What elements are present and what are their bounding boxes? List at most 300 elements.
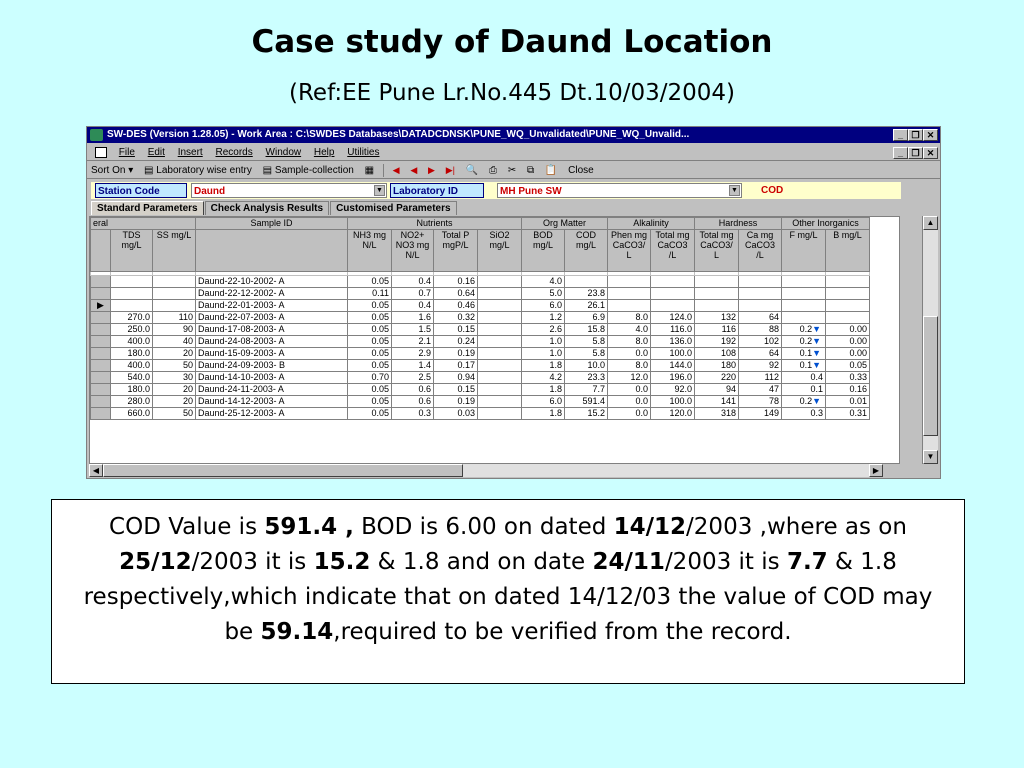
cell-f[interactable] xyxy=(782,324,826,336)
row-selector[interactable] xyxy=(91,360,111,372)
cell-id[interactable] xyxy=(196,396,348,408)
column-header[interactable]: SS mg/L xyxy=(153,230,196,272)
cell-nh3[interactable] xyxy=(348,408,392,420)
table-row[interactable] xyxy=(91,372,870,384)
cell-phen[interactable] xyxy=(608,324,651,336)
cell-ss[interactable] xyxy=(153,396,196,408)
cell-f[interactable] xyxy=(782,288,826,300)
cell-bod[interactable] xyxy=(522,348,565,360)
cell-value: 0.6 xyxy=(418,384,431,394)
doc-restore-button[interactable]: ❐ xyxy=(908,147,923,159)
cell-nh3[interactable] xyxy=(348,348,392,360)
cell-nh3[interactable] xyxy=(348,396,392,408)
cell-tds[interactable] xyxy=(111,360,153,372)
tab-check-analysis-results[interactable]: Check Analysis Results xyxy=(205,201,329,215)
cell-thard[interactable] xyxy=(695,372,739,384)
cell-tp[interactable] xyxy=(434,408,478,420)
cell-thard[interactable] xyxy=(695,384,739,396)
cell-tp[interactable] xyxy=(434,312,478,324)
menu-file[interactable]: File xyxy=(118,147,135,158)
cell-sio2[interactable] xyxy=(478,312,522,324)
cell-bod[interactable] xyxy=(522,396,565,408)
cell-tp[interactable] xyxy=(434,276,478,288)
cell-nh3[interactable] xyxy=(348,384,392,396)
cell-ca[interactable] xyxy=(739,300,782,312)
cell-no3[interactable] xyxy=(392,324,434,336)
cell-f[interactable] xyxy=(782,372,826,384)
cell-nh3[interactable] xyxy=(348,324,392,336)
last-record-icon[interactable]: ▶| xyxy=(445,165,456,175)
cell-phen[interactable] xyxy=(608,360,651,372)
cell-bod[interactable] xyxy=(522,360,565,372)
cell-thard[interactable] xyxy=(695,276,739,288)
cell-thard[interactable] xyxy=(695,336,739,348)
cell-thard[interactable] xyxy=(695,348,739,360)
cell-value: 0.1 xyxy=(799,348,813,358)
column-header[interactable]: COD mg/L xyxy=(565,230,608,272)
table-row[interactable] xyxy=(91,396,870,408)
cell-no3[interactable] xyxy=(392,396,434,408)
cell-bod[interactable] xyxy=(522,372,565,384)
cell-talk[interactable] xyxy=(651,276,695,288)
cell-value: 400.0 xyxy=(127,336,150,346)
cell-cod[interactable] xyxy=(565,360,608,372)
vertical-scrollbar[interactable] xyxy=(922,216,938,464)
cell-tds[interactable] xyxy=(111,288,153,300)
cell-b[interactable] xyxy=(826,312,870,324)
column-header[interactable]: F mg/L xyxy=(782,230,826,272)
cell-value: 30 xyxy=(182,372,193,382)
column-header[interactable]: Phen mg CaCO3/ L xyxy=(608,230,651,272)
cell-f[interactable] xyxy=(782,300,826,312)
cell-value: Daund-14-10-2003- A xyxy=(198,372,285,382)
cell-cod[interactable] xyxy=(565,396,608,408)
cell-ss[interactable] xyxy=(153,288,196,300)
column-header[interactable]: Total mg CaCO3/ L xyxy=(695,230,739,272)
cell-tds[interactable] xyxy=(111,312,153,324)
column-header[interactable]: Total mg CaCO3 /L xyxy=(651,230,695,272)
cell-id[interactable] xyxy=(196,276,348,288)
cell-f[interactable] xyxy=(782,408,826,420)
cell-cod[interactable] xyxy=(565,312,608,324)
cell-phen[interactable] xyxy=(608,408,651,420)
cell-value: 400.0 xyxy=(127,360,150,370)
lab-id-select[interactable] xyxy=(497,183,742,198)
cell-sio2[interactable] xyxy=(478,300,522,312)
cell-sio2[interactable] xyxy=(478,396,522,408)
cell-f[interactable] xyxy=(782,312,826,324)
cell-bod[interactable] xyxy=(522,276,565,288)
cell-value: 47 xyxy=(768,384,779,394)
cell-ss[interactable] xyxy=(153,336,196,348)
cell-value: 108 xyxy=(720,348,736,358)
station-code-select[interactable] xyxy=(191,183,387,198)
row-selector[interactable] xyxy=(91,312,111,324)
cell-ss[interactable] xyxy=(153,348,196,360)
column-header[interactable]: NO2+ NO3 mg N/L xyxy=(392,230,434,272)
cell-thard[interactable] xyxy=(695,324,739,336)
cell-value: 2.5 xyxy=(418,372,431,382)
cell-f[interactable] xyxy=(782,348,826,360)
horizontal-scrollbar[interactable] xyxy=(89,463,883,477)
cell-phen[interactable] xyxy=(608,396,651,408)
cell-id[interactable] xyxy=(196,324,348,336)
cell-bod[interactable] xyxy=(522,384,565,396)
cell-tp[interactable] xyxy=(434,372,478,384)
cell-b[interactable] xyxy=(826,324,870,336)
cell-value: Daund-22-01-2003- A xyxy=(198,300,285,310)
cell-value: 102 xyxy=(763,336,779,346)
table-row[interactable] xyxy=(91,360,870,372)
cell-phen[interactable] xyxy=(608,384,651,396)
cell-sio2[interactable] xyxy=(478,324,522,336)
menu-utilities[interactable]: Utilities xyxy=(347,147,380,158)
cell-phen[interactable] xyxy=(608,372,651,384)
row-selector[interactable] xyxy=(91,348,111,360)
row-selector[interactable]: ▶ xyxy=(91,300,111,312)
cell-ca[interactable] xyxy=(739,360,782,372)
cell-id[interactable] xyxy=(196,312,348,324)
row-selector[interactable] xyxy=(91,396,111,408)
menu-insert[interactable]: Insert xyxy=(177,147,203,158)
cell-value: 0.05 xyxy=(371,348,389,358)
cell-tds[interactable] xyxy=(111,276,153,288)
flag-down-icon: ▼ xyxy=(812,324,821,334)
cell-thard[interactable] xyxy=(695,408,739,420)
cell-id[interactable] xyxy=(196,372,348,384)
cell-cod[interactable] xyxy=(565,300,608,312)
flag-down-icon: ▼ xyxy=(812,396,821,406)
cell-tp[interactable] xyxy=(434,336,478,348)
cell-value: 90 xyxy=(182,324,193,334)
cell-sio2[interactable] xyxy=(478,276,522,288)
cell-cod[interactable] xyxy=(565,408,608,420)
cell-no3[interactable] xyxy=(392,348,434,360)
cell-b[interactable] xyxy=(826,408,870,420)
cell-cod[interactable] xyxy=(565,384,608,396)
cell-no3[interactable] xyxy=(392,312,434,324)
cell-nh3[interactable] xyxy=(348,336,392,348)
cell-value: 0.03 xyxy=(457,408,475,418)
minimize-button[interactable]: _ xyxy=(893,129,908,141)
cell-tp[interactable] xyxy=(434,288,478,300)
cell-talk[interactable] xyxy=(651,300,695,312)
note-emphasis: 15.2 xyxy=(313,549,371,575)
cell-no3[interactable] xyxy=(392,384,434,396)
cell-b[interactable] xyxy=(826,384,870,396)
cell-talk[interactable] xyxy=(651,288,695,300)
cell-phen[interactable] xyxy=(608,300,651,312)
cell-no3[interactable] xyxy=(392,300,434,312)
cell-tp[interactable] xyxy=(434,396,478,408)
cell-nh3[interactable] xyxy=(348,360,392,372)
cell-talk[interactable] xyxy=(651,396,695,408)
cell-value: 250.0 xyxy=(127,324,150,334)
scroll-right-icon[interactable]: ▶ xyxy=(869,464,883,477)
cell-ss[interactable] xyxy=(153,300,196,312)
station-code-value: Daund xyxy=(194,186,226,197)
cell-value: 0.0 xyxy=(635,348,648,358)
cell-no3[interactable] xyxy=(392,372,434,384)
table-row[interactable] xyxy=(91,288,870,300)
close-button[interactable]: Close xyxy=(568,165,594,176)
row-selector[interactable] xyxy=(91,324,111,336)
cell-ss[interactable] xyxy=(153,324,196,336)
column-header[interactable]: NH3 mg N/L xyxy=(348,230,392,272)
cell-cod[interactable] xyxy=(565,372,608,384)
cell-value: 196.0 xyxy=(669,372,692,382)
cell-bod[interactable] xyxy=(522,312,565,324)
cell-ca[interactable] xyxy=(739,348,782,360)
cell-cod[interactable] xyxy=(565,288,608,300)
row-selector[interactable] xyxy=(91,276,111,288)
cell-ca[interactable] xyxy=(739,384,782,396)
cell-cod[interactable] xyxy=(565,348,608,360)
paste-icon[interactable]: 📋 xyxy=(544,165,558,176)
window-titlebar[interactable] xyxy=(87,127,940,143)
cell-value: 0.2 xyxy=(799,336,813,346)
cell-tds[interactable] xyxy=(111,324,153,336)
cell-tp[interactable] xyxy=(434,300,478,312)
cell-sio2[interactable] xyxy=(478,336,522,348)
cell-sio2[interactable] xyxy=(478,372,522,384)
lab-wise-entry-button[interactable] xyxy=(140,162,256,180)
cell-sio2[interactable] xyxy=(478,384,522,396)
cell-ss[interactable] xyxy=(153,276,196,288)
cell-value: 0.16 xyxy=(849,384,867,394)
cell-id[interactable] xyxy=(196,300,348,312)
cell-no3[interactable] xyxy=(392,288,434,300)
cell-bod[interactable] xyxy=(522,324,565,336)
next-record-icon[interactable]: ▶ xyxy=(428,165,435,175)
cell-talk[interactable] xyxy=(651,336,695,348)
cell-tds[interactable] xyxy=(111,348,153,360)
table-row[interactable] xyxy=(91,276,870,288)
cell-tds[interactable] xyxy=(111,300,153,312)
cell-id[interactable] xyxy=(196,336,348,348)
cell-value: 1.8 xyxy=(549,408,562,418)
cell-tp[interactable] xyxy=(434,348,478,360)
table-row[interactable] xyxy=(91,336,870,348)
cut-icon[interactable]: ✂ xyxy=(507,165,517,176)
cell-tds[interactable] xyxy=(111,396,153,408)
cell-talk[interactable] xyxy=(651,372,695,384)
column-header[interactable]: SiO2 mg/L xyxy=(478,230,522,272)
cell-id[interactable] xyxy=(196,384,348,396)
cell-tp[interactable] xyxy=(434,324,478,336)
cell-phen[interactable] xyxy=(608,312,651,324)
cell-ca[interactable] xyxy=(739,324,782,336)
cell-thard[interactable] xyxy=(695,312,739,324)
row-selector[interactable] xyxy=(91,408,111,420)
cell-ca[interactable] xyxy=(739,312,782,324)
cell-ca[interactable] xyxy=(739,372,782,384)
menu-edit[interactable]: Edit xyxy=(147,147,165,158)
cell-id[interactable] xyxy=(196,288,348,300)
prev-record-icon[interactable]: ◀ xyxy=(410,165,418,175)
note-text: & 1.8 and on date xyxy=(370,549,593,575)
toolbar xyxy=(87,161,940,179)
cell-b[interactable] xyxy=(826,300,870,312)
cell-sio2[interactable] xyxy=(478,408,522,420)
cell-value: 0.0 xyxy=(635,396,648,406)
cell-value: 280.0 xyxy=(127,396,150,406)
cell-value: 0.17 xyxy=(457,360,475,370)
cell-value: 1.6 xyxy=(418,312,431,322)
row-selector[interactable] xyxy=(91,372,111,384)
cell-phen[interactable] xyxy=(608,288,651,300)
cell-tds[interactable] xyxy=(111,384,153,396)
cell-b[interactable] xyxy=(826,288,870,300)
cell-no3[interactable] xyxy=(392,336,434,348)
cell-id[interactable] xyxy=(196,348,348,360)
table-row[interactable] xyxy=(91,324,870,336)
sort-on-dropdown[interactable]: Sort On ▾ xyxy=(91,165,134,176)
close-window-button[interactable]: ✕ xyxy=(923,129,938,141)
cell-ca[interactable] xyxy=(739,276,782,288)
cell-talk[interactable] xyxy=(651,360,695,372)
restore-button[interactable]: ❐ xyxy=(908,129,923,141)
cell-nh3[interactable] xyxy=(348,288,392,300)
cell-thard[interactable] xyxy=(695,300,739,312)
tab-standard-parameters[interactable]: Standard Parameters xyxy=(91,201,204,215)
cell-cod[interactable] xyxy=(565,336,608,348)
copy-icon[interactable]: ⧉ xyxy=(526,165,535,176)
scroll-thumb[interactable] xyxy=(923,316,938,436)
cell-thard[interactable] xyxy=(695,288,739,300)
find-icon[interactable]: 🔍 xyxy=(465,165,479,176)
cell-talk[interactable] xyxy=(651,384,695,396)
chevron-down-icon[interactable]: ▼ xyxy=(729,185,740,196)
cell-value: 1.5 xyxy=(418,324,431,334)
cell-nh3[interactable] xyxy=(348,312,392,324)
cell-b[interactable] xyxy=(826,360,870,372)
cell-no3[interactable] xyxy=(392,360,434,372)
cell-value: 6.0 xyxy=(549,396,562,406)
cell-tds[interactable] xyxy=(111,372,153,384)
cell-talk[interactable] xyxy=(651,408,695,420)
cell-value: 0.33 xyxy=(849,372,867,382)
cell-cod[interactable] xyxy=(565,276,608,288)
cell-f[interactable] xyxy=(782,396,826,408)
table-row[interactable] xyxy=(91,408,870,420)
sample-collection-button[interactable] xyxy=(259,162,358,180)
cell-bod[interactable] xyxy=(522,408,565,420)
cell-talk[interactable] xyxy=(651,312,695,324)
cell-bod[interactable] xyxy=(522,300,565,312)
table-row[interactable] xyxy=(91,384,870,396)
column-header[interactable]: BOD mg/L xyxy=(522,230,565,272)
cell-ca[interactable] xyxy=(739,288,782,300)
cell-ss[interactable] xyxy=(153,360,196,372)
cell-f[interactable] xyxy=(782,384,826,396)
cell-ca[interactable] xyxy=(739,408,782,420)
hscroll-thumb[interactable] xyxy=(103,464,463,477)
column-header[interactable]: Total P mgP/L xyxy=(434,230,478,272)
doc-close-button[interactable]: ✕ xyxy=(923,147,938,159)
cell-b[interactable] xyxy=(826,372,870,384)
cell-f[interactable] xyxy=(782,336,826,348)
table-row[interactable] xyxy=(91,312,870,324)
first-record-icon[interactable]: ◀ xyxy=(392,165,400,175)
cell-f[interactable] xyxy=(782,360,826,372)
cell-ca[interactable] xyxy=(739,396,782,408)
menu-window[interactable]: Window xyxy=(265,147,302,158)
cell-ss[interactable] xyxy=(153,312,196,324)
cell-bod[interactable] xyxy=(522,336,565,348)
cell-tp[interactable] xyxy=(434,384,478,396)
cell-sio2[interactable] xyxy=(478,348,522,360)
cell-phen[interactable] xyxy=(608,276,651,288)
row-selector[interactable] xyxy=(91,336,111,348)
cell-thard[interactable] xyxy=(695,360,739,372)
cell-tds[interactable] xyxy=(111,408,153,420)
cell-nh3[interactable] xyxy=(348,372,392,384)
cell-f[interactable] xyxy=(782,276,826,288)
cell-ss[interactable] xyxy=(153,372,196,384)
table-row[interactable] xyxy=(91,300,870,312)
cell-value: 0.05 xyxy=(371,408,389,418)
cell-b[interactable] xyxy=(826,276,870,288)
cell-value: 180 xyxy=(720,360,736,370)
cell-bod[interactable] xyxy=(522,288,565,300)
cell-b[interactable] xyxy=(826,348,870,360)
table-row[interactable] xyxy=(91,348,870,360)
cell-id[interactable] xyxy=(196,408,348,420)
column-header[interactable] xyxy=(196,230,348,272)
cell-b[interactable] xyxy=(826,396,870,408)
cell-tds[interactable] xyxy=(111,336,153,348)
menu-records[interactable]: Records xyxy=(215,147,253,158)
cell-b[interactable] xyxy=(826,336,870,348)
row-selector[interactable] xyxy=(91,384,111,396)
column-header[interactable] xyxy=(91,230,111,272)
cell-id[interactable] xyxy=(196,360,348,372)
cell-nh3[interactable] xyxy=(348,276,392,288)
cell-value: 8.0 xyxy=(635,312,648,322)
cell-nh3[interactable] xyxy=(348,300,392,312)
cell-no3[interactable] xyxy=(392,408,434,420)
cell-ss[interactable] xyxy=(153,384,196,396)
tab-customised-parameters[interactable]: Customised Parameters xyxy=(330,201,457,215)
cell-value: 112 xyxy=(764,372,779,382)
print-icon[interactable]: ⎙ xyxy=(489,165,498,176)
row-selector[interactable] xyxy=(91,288,111,300)
cell-sio2[interactable] xyxy=(478,360,522,372)
cell-sio2[interactable] xyxy=(478,288,522,300)
cell-tp[interactable] xyxy=(434,360,478,372)
cell-thard[interactable] xyxy=(695,396,739,408)
column-header[interactable]: TDS mg/L xyxy=(111,230,153,272)
cell-ss[interactable] xyxy=(153,408,196,420)
cell-talk[interactable] xyxy=(651,324,695,336)
cell-no3[interactable] xyxy=(392,276,434,288)
table-view-icon[interactable]: ▦ xyxy=(364,165,375,176)
cell-phen[interactable] xyxy=(608,348,651,360)
cell-ca[interactable] xyxy=(739,336,782,348)
scroll-down-icon[interactable]: ▼ xyxy=(923,450,938,464)
column-header[interactable]: B mg/L xyxy=(826,230,870,272)
chevron-down-icon[interactable]: ▼ xyxy=(374,185,385,196)
scroll-left-icon[interactable]: ◀ xyxy=(89,464,103,477)
menu-help[interactable]: Help xyxy=(313,147,335,158)
scroll-up-icon[interactable]: ▲ xyxy=(923,216,938,230)
cell-phen[interactable] xyxy=(608,336,651,348)
column-header[interactable]: Ca mg CaCO3 /L xyxy=(739,230,782,272)
cell-cod[interactable] xyxy=(565,324,608,336)
doc-minimize-button[interactable]: _ xyxy=(893,147,908,159)
cell-talk[interactable] xyxy=(651,348,695,360)
